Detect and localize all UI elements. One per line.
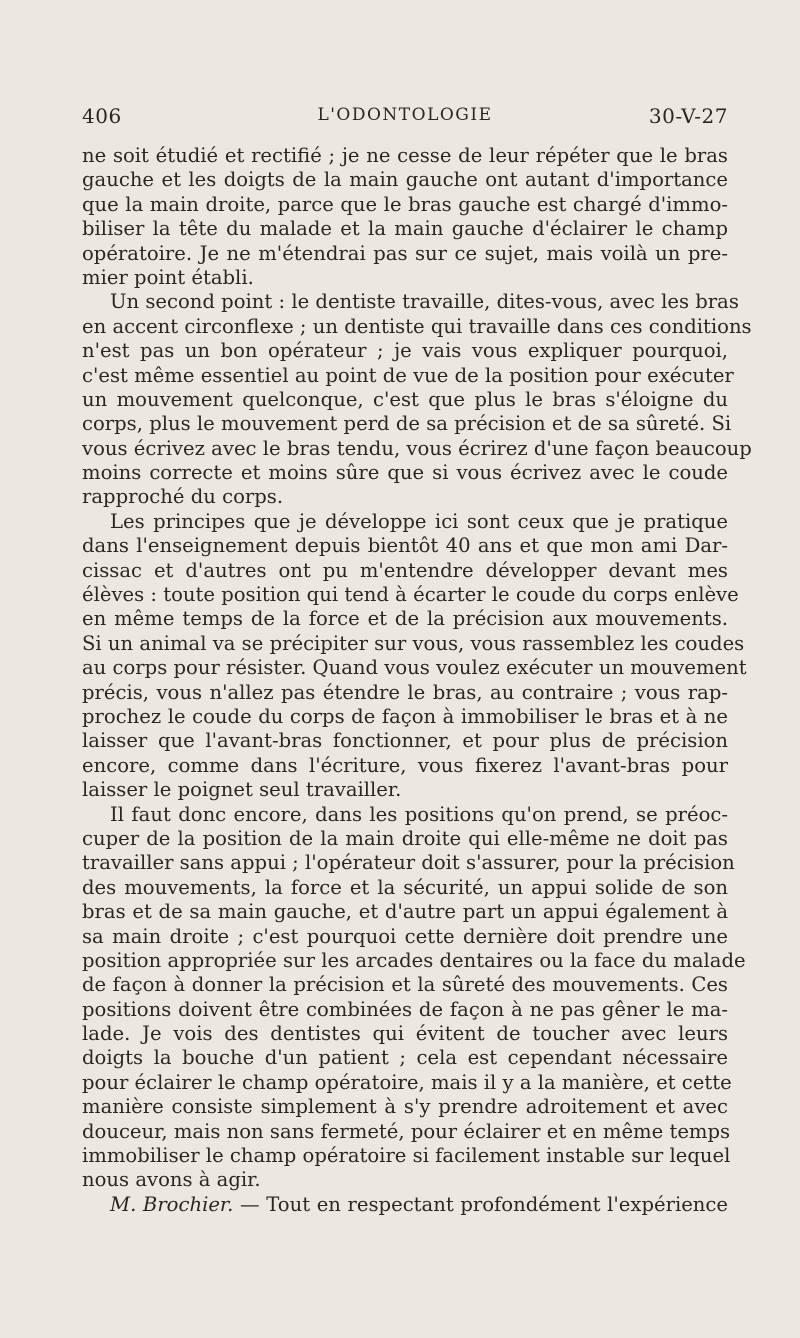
closing-line: [82, 1193, 728, 1217]
text-line: mier point établi.: [82, 265, 254, 289]
text-line: en accent circonflexe ; un dentiste qui travaille dans ces conditions: [82, 314, 752, 338]
journal-title: L'ODONTOLOGIE: [317, 105, 493, 125]
text-line: ne soit étudié et rectifié ; je ne cesse de leur répéter que le bras: [82, 144, 728, 167]
text-line: gauche et les doigts de la main gauche ont autant d'importance: [82, 168, 728, 192]
text-line: Il faut donc encore, dans les positions qu'on prend, se préoc-: [110, 802, 728, 826]
text-line: encore, comme dans l'écriture, vous fixerez l'avant-bras pour: [82, 753, 728, 777]
text-line: opératoire. Je ne m'étendrai pas sur ce sujet, mais voilà un pre-: [82, 241, 728, 265]
book-page: [82, 104, 752, 1217]
text-line: c'est même essentiel au point de vue de la position pour exécuter: [82, 363, 734, 387]
text-line: de façon à donner la précision et la sûreté des mouvements. Ces: [82, 973, 728, 997]
text-line: bras et de sa main gauche, et d'autre part un appui également à: [82, 900, 728, 924]
text-line: que la main droite, parce que le bras gauche est chargé d'immo-: [82, 192, 728, 216]
paragraph-2: [82, 290, 752, 510]
text-line: pour éclairer le champ opératoire, mais il y a la manière, et cette: [82, 1070, 732, 1094]
text-line: n'est pas un bon opérateur ; je vais vous expliquer pourquoi,: [82, 339, 728, 363]
text-line: Si un animal va se précipiter sur vous, vous rassemblez les coudes: [82, 631, 745, 655]
closing-text: — Tout en respectant profondément l'expérience: [240, 1192, 728, 1216]
text-line: biliser la tête du malade et la main gauche d'éclairer le champ: [82, 217, 728, 241]
text-line: au corps pour résister. Quand vous voulez exécuter un mouvement: [82, 656, 747, 680]
text-line: vous écrivez avec le bras tendu, vous écrirez d'une façon beaucoup: [82, 436, 752, 460]
body-text: [82, 144, 752, 1217]
text-line: cuper de la position de la main droite qui elle-même ne doit pas: [82, 826, 728, 850]
text-line: dans l'enseignement depuis bientôt 40 ans et que mon ami Dar-: [82, 534, 728, 558]
paragraph-1: [82, 144, 728, 290]
text-line: précis, vous n'allez pas étendre le bras, au contraire ; vous rap-: [82, 680, 728, 704]
text-line: douceur, mais non sans fermeté, pour éclairer et en même temps: [82, 1119, 731, 1143]
text-line: immobiliser le champ opératoire si facilement instable sur lequel: [82, 1144, 731, 1168]
text-line: rapproché du corps.: [82, 485, 284, 509]
text-line: lade. Je vois des dentistes qui évitent de toucher avec leurs: [82, 1022, 728, 1046]
text-line: cissac et d'autres ont pu m'entendre développer devant mes: [82, 558, 728, 582]
text-line: laisser que l'avant-bras fonctionner, et pour plus de précision: [82, 729, 728, 753]
text-line: un mouvement quelconque, c'est que plus le bras s'éloigne du: [82, 387, 728, 411]
text-line: des mouvements, la force et la sécurité, un appui solide de son: [82, 875, 728, 899]
text-line: prochez le coude du corps de façon à immobiliser le bras et à ne: [82, 704, 728, 728]
paragraph-4: [82, 802, 746, 1193]
text-line: nous avons à agir.: [82, 1168, 261, 1192]
text-line: sa main droite ; c'est pourquoi cette dernière doit prendre une: [82, 924, 728, 948]
text-line: position appropriée sur les arcades dentaires ou la face du malade: [82, 948, 746, 972]
text-line: doigts la bouche d'un patient ; cela est cependant nécessaire: [82, 1046, 728, 1070]
text-line: élèves : toute position qui tend à écarter le coude du corps enlève: [82, 583, 739, 607]
issue-date: 30-V-27: [648, 104, 728, 128]
text-line: travailler sans appui ; l'opérateur doit s'assurer, pour la précision: [82, 851, 735, 875]
text-line: moins correcte et moins sûre que si vous écrivez avec le coude: [82, 461, 728, 485]
text-line: Les principes que je développe ici sont ceux que je pratique: [110, 509, 728, 533]
paragraph-3: [82, 509, 747, 803]
text-line: manière consiste simplement à s'y prendre adroitement et avec: [82, 1095, 728, 1119]
text-line: en même temps de la force et de la précision aux mouvements.: [82, 607, 728, 631]
text-line: positions doivent être combinées de façon à ne pas gêner le ma-: [82, 997, 728, 1021]
page-number: 406: [82, 104, 122, 128]
text-line: corps, plus le mouvement perd de sa précision et de sa sûreté. Si: [82, 412, 732, 436]
running-header: [82, 104, 728, 140]
text-line: laisser le poignet seul travailler.: [82, 778, 402, 802]
text-line: Un second point : le dentiste travaille, dites-vous, avec les bras: [110, 290, 739, 314]
speaker-name: M. Brochier.: [110, 1192, 234, 1216]
